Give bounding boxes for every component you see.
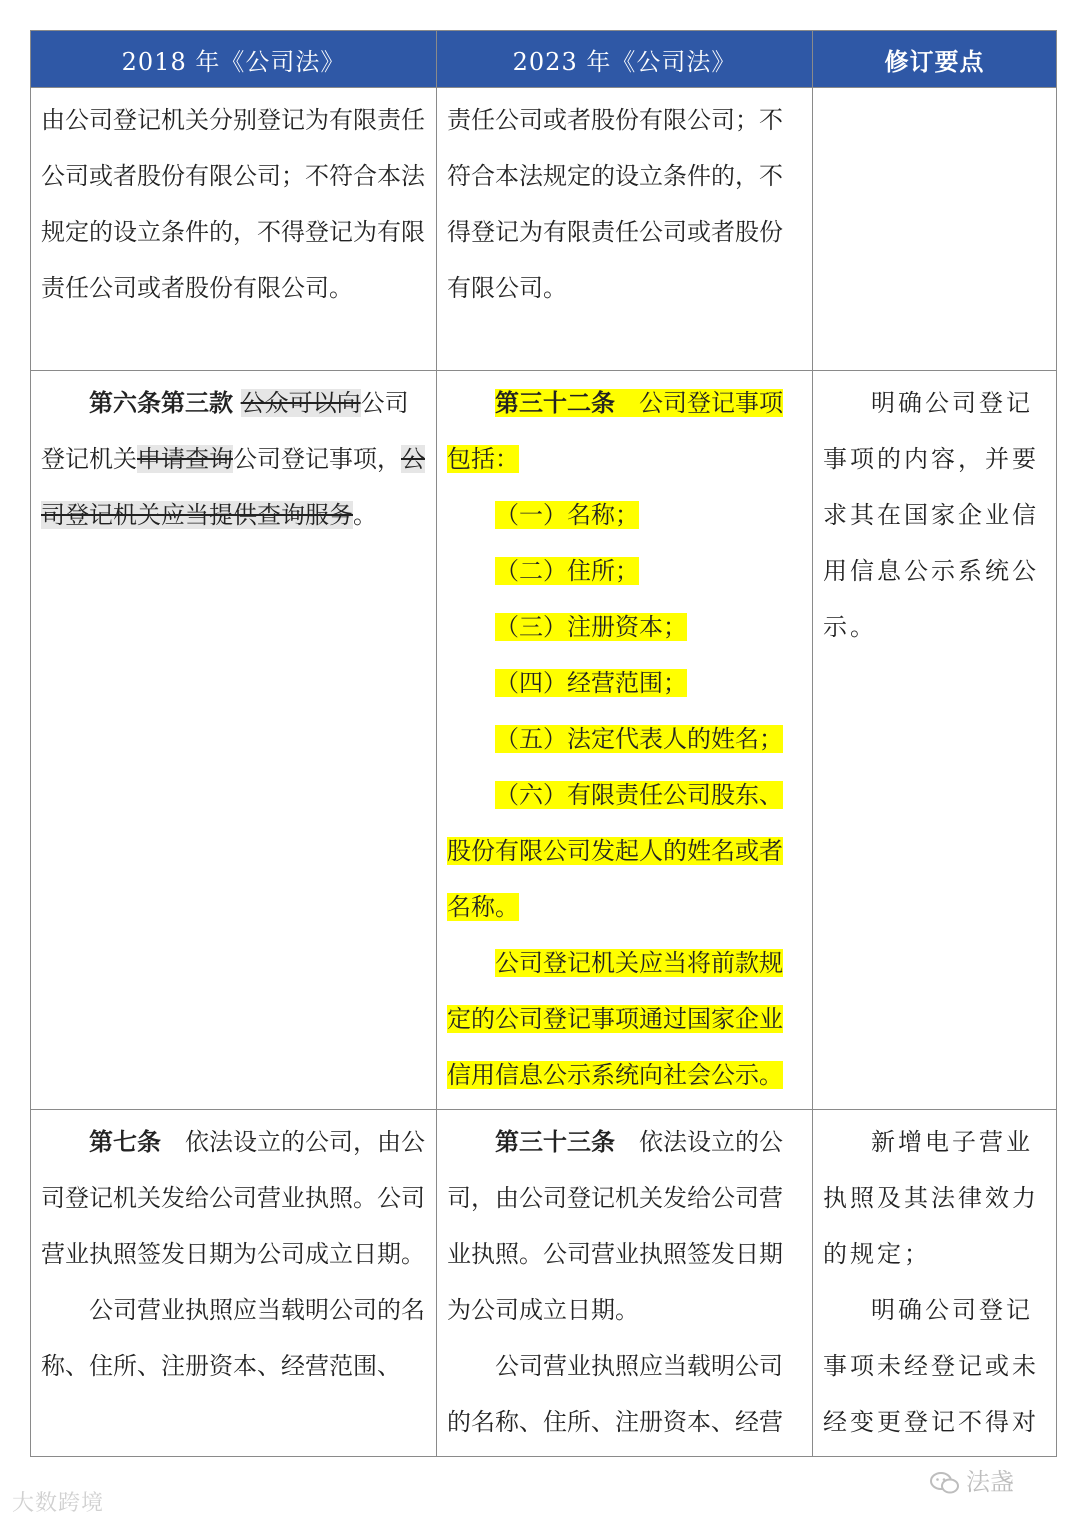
article-number: 第六条第三款 [89, 388, 233, 417]
new-law-text: 责任公司或者股份有限公司；不符合本法规定的设立条件的，不得登记为有限责任公司或者股份有限公司。 [447, 106, 783, 302]
article-number: 第七条 [89, 1127, 161, 1156]
note-text: 明确公司登记事项未经登记或未经变更登记不得对 [823, 1296, 1039, 1436]
note-cell [813, 88, 1057, 371]
note-text: 新增电子营业执照及其法律效力的规定； [823, 1128, 1039, 1268]
header-notes: 修订要点 [813, 31, 1057, 88]
old-law-cell [31, 88, 437, 371]
new-law-paragraph [447, 375, 802, 487]
header-2023: 2023 年《公司法》 [437, 31, 813, 88]
list-item: （四）经营范围； [495, 669, 687, 697]
old-law-cell [31, 371, 437, 1110]
note-cell [813, 1110, 1057, 1457]
deleted-text: 申请查询 [137, 445, 233, 473]
old-law-paragraph: 第七条 依法设立的公司，由公司登记机关发给公司营业执照。公司营业执照签发日期为公司成立日期。 [41, 1127, 425, 1268]
old-law-paragraph: 公司营业执照应当载明公司的名称、住所、注册资本、经营范围、 [41, 1296, 425, 1380]
list-item: （二）住所； [495, 557, 639, 585]
new-law-cell [437, 88, 813, 371]
deleted-text: 公司登记机关应当提供查询服务 [41, 445, 425, 529]
new-law-paragraph: 公司营业执照应当载明公司的名称、住所、注册资本、经营 [447, 1352, 783, 1436]
comparison-table [30, 30, 1057, 1457]
wechat-icon [930, 1471, 960, 1495]
header-2018: 2018 年《公司法》 [31, 31, 437, 88]
new-law-cell [437, 371, 813, 1110]
note-cell [813, 371, 1057, 1110]
list-item: （一）名称； [495, 501, 639, 529]
article-number: 第三十三条 [495, 1127, 615, 1156]
old-law-paragraph [41, 375, 426, 543]
watermark-left: 大数跨境 [12, 1491, 105, 1516]
new-law-paragraph: 第三十三条 依法设立的公司，由公司登记机关发给公司营业执照。公司营业执照签发日期为公司成立日期。 [447, 1127, 783, 1324]
note-text: 明确公司登记事项的内容，并要求其在国家企业信用信息公示系统公示。 [823, 389, 1039, 641]
watermark-right: 法盏 [930, 1462, 1014, 1497]
old-law-text: 由公司登记机关分别登记为有限责任公司或者股份有限公司；不符合本法规定的设立条件的，不得登记为有限责任公司或者股份有限公司。 [41, 106, 425, 302]
new-law-cell [437, 1110, 813, 1457]
list-item: （三）注册资本； [495, 613, 687, 641]
table-row [31, 371, 1057, 1110]
list-item: （五）法定代表人的姓名； [495, 725, 783, 753]
added-text: 公司登记事项包括： [447, 389, 783, 473]
table-row [31, 1110, 1057, 1457]
header-row [31, 31, 1057, 88]
kept-text: 公司登记事项， [233, 445, 401, 473]
kept-text: 公司登记机关 [41, 389, 409, 473]
deleted-text: 公众可以向 [240, 389, 361, 417]
list-item: （六）有限责任公司股东、股份有限公司发起人的姓名或者名称。 [447, 781, 783, 921]
article-number: 第三十二条 [495, 388, 615, 417]
old-law-cell [31, 1110, 437, 1457]
kept-text: 。 [353, 501, 377, 529]
table-row [31, 88, 1057, 371]
new-law-paragraph: 公司登记机关应当将前款规定的公司登记事项通过国家企业信用信息公示系统向社会公示。 [447, 949, 783, 1089]
